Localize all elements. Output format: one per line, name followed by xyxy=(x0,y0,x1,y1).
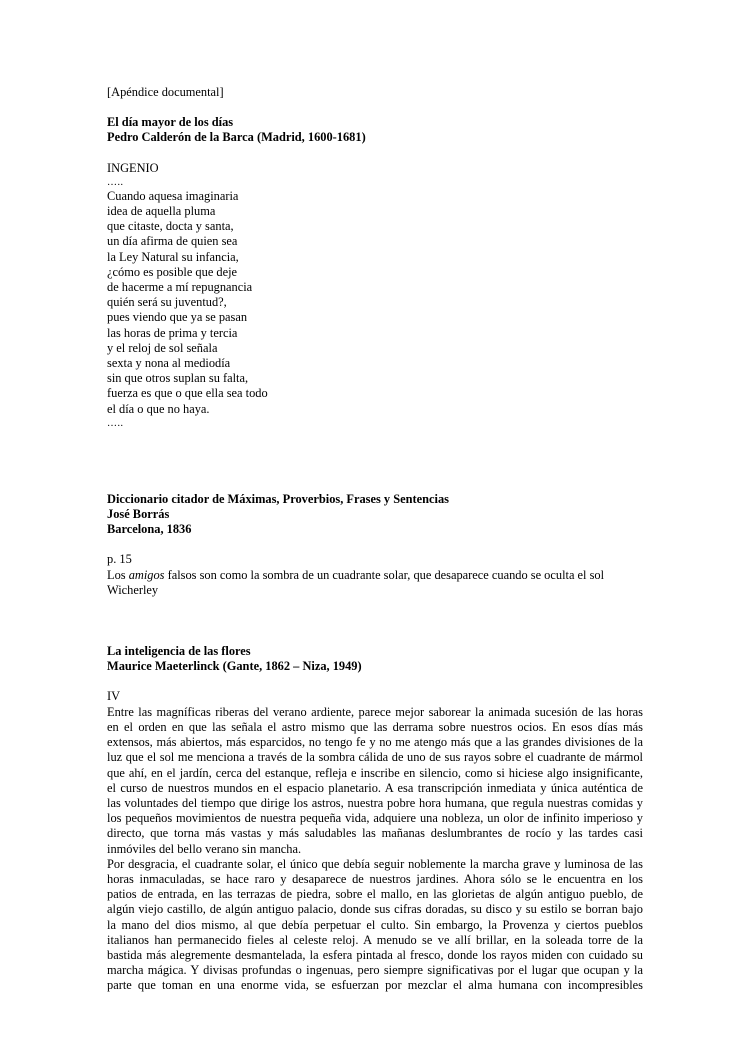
paragraph-line: italianos han permanecido fieles al celeste reloj. A menudo se ve allí brillar, en la soleada torre de la xyxy=(107,932,643,947)
speaker-label: INGENIO xyxy=(107,160,159,175)
quote-text: Los xyxy=(107,567,129,582)
paragraph-line: patios de entrada, en las terrazas de piedra, sobre el mallo, en las glorietas de algún antiguo pueblo, de xyxy=(107,887,643,902)
paragraph xyxy=(107,705,643,857)
section-author: José Borrás xyxy=(107,507,170,522)
section-borras xyxy=(107,492,643,598)
verse-line: ¿cómo es posible que deje xyxy=(107,264,238,279)
section-place: Barcelona, 1836 xyxy=(107,522,192,537)
appendix-title: [Apéndice documental] xyxy=(107,85,224,99)
paragraph-line: luz que el sol me menciona a través de la sombra cálida de uno de sus rayos sobre el cuadrante de mármol xyxy=(107,750,643,765)
paragraph-line: en el orden en que las señala el astro mismo que las derrama sobre nuestros ocios. En esos días más xyxy=(107,719,643,734)
paragraph xyxy=(107,857,643,994)
document-page xyxy=(107,85,643,994)
quote-text: falsos son como la sombra de un cuadrante solar, que desaparece cuando se oculta el sol xyxy=(164,567,605,582)
verse-line: un día afirma de quien sea xyxy=(107,234,238,249)
spacer xyxy=(107,430,643,492)
paragraph-line: que ahí, en el jardín, cerca del estanque, refleja e inscribe en silencio, como si hiciese algo insignificante, xyxy=(107,765,643,780)
paragraph-line: algún viejo castillo, de algún antiguo palacio, donde sus cifras doradas, su disco y su estilo se borran bajo xyxy=(107,902,643,917)
paragraph-line: los pequeños movimientos de nuestra pequeña vida, adquiere una nobleza, un olor de infinito imperioso y xyxy=(107,811,643,826)
verse-line: sin que otros suplan su falta, xyxy=(107,371,249,386)
quote-emphasis: amigos xyxy=(128,567,165,582)
spacer xyxy=(107,537,643,552)
section-author: Maurice Maeterlinck (Gante, 1862 – Niza, 1949) xyxy=(107,659,362,674)
verse-line: idea de aquella pluma xyxy=(107,204,216,219)
ellipsis: ….. xyxy=(107,176,124,188)
verse-line: Cuando aquesa imaginaria xyxy=(107,188,239,203)
paragraph-line: las voluntades del tiempo que dirige los astros, nuestra pobre hora humana, que regula nuestras comidas y xyxy=(107,795,643,810)
verse-line: que citaste, docta y santa, xyxy=(107,219,234,234)
section-title: Diccionario citador de Máximas, Proverbios, Frases y Sentencias xyxy=(107,491,449,506)
section-calderon xyxy=(107,115,643,430)
paragraph-line: directo, que torna más vastas y más saludables las mañanas deslumbrantes de rocío y las tardes casi xyxy=(107,826,643,841)
page-reference: p. 15 xyxy=(107,552,132,567)
section-title: La inteligencia de las flores xyxy=(107,644,251,659)
paragraph-line: horas inmaculadas, se hace raro y desaparece de nuestros jardines. Ahora sólo se le encuentra en los xyxy=(107,871,643,886)
paragraph-line: marcha mágica. Y divisas profundas o ingenuas, pero siempre significativas por el lugar que ocupan y la xyxy=(107,963,643,978)
paragraph-line: la mano del dios mismo, al que debía perpetuar el culto. Sin embargo, la Provenza y ciertos pueblos xyxy=(107,917,643,932)
chapter-number: IV xyxy=(107,689,121,704)
verse-line: y el reloj de sol señala xyxy=(107,340,218,355)
section-maeterlinck xyxy=(107,644,643,993)
quote-attribution: Wicherley xyxy=(107,582,159,597)
paragraph-line: extensos, más abiertos, más esparcidos, no tengo fe y no me atengo más que a las grandes divisiones de la xyxy=(107,735,643,750)
ellipsis: ….. xyxy=(107,417,124,429)
section-title: El día mayor de los días xyxy=(107,115,234,130)
verse-line: quién será su juventud?, xyxy=(107,295,227,310)
verse-block xyxy=(107,189,643,417)
paragraph-line: Por desgracia, el cuadrante solar, el único que debía seguir noblemente la marcha grave y luminosa de las xyxy=(107,856,643,871)
paragraph-line: bastida más alegremente desmantelada, la esfera pintada al fresco, donde los rayos miden con cuidado su xyxy=(107,947,643,962)
spacer xyxy=(107,674,643,689)
quote-line xyxy=(107,568,643,583)
spacer xyxy=(107,146,643,161)
section-author: Pedro Calderón de la Barca (Madrid, 1600-1681) xyxy=(107,130,366,145)
paragraph-line: el curso de nuestros mundos en el espacio planetario. A esa transcripción inmediata y única auténtica de xyxy=(107,780,643,795)
spacer xyxy=(107,598,643,644)
verse-line: la Ley Natural su infancia, xyxy=(107,249,239,264)
paragraph-line: Entre las magníficas riberas del verano ardiente, parece mejor saborear la animada sucesión de las horas xyxy=(107,704,643,719)
spacer xyxy=(107,100,643,115)
verse-line: las horas de prima y tercia xyxy=(107,325,238,340)
verse-line: sexta y nona al mediodía xyxy=(107,356,231,371)
paragraph-line: inmóviles del bello verano sin mancha. xyxy=(107,841,302,856)
verse-line: fuerza es que o que ella sea todo xyxy=(107,386,268,401)
verse-line: pues viendo que ya se pasan xyxy=(107,310,248,325)
paragraph-line: parte que toman en una enorme vida, se esfuerzan por mezclar el alma humana con incompresibles xyxy=(107,978,643,993)
verse-line: de hacerme a mí repugnancia xyxy=(107,280,253,295)
verse-line: el día o que no haya. xyxy=(107,401,210,416)
